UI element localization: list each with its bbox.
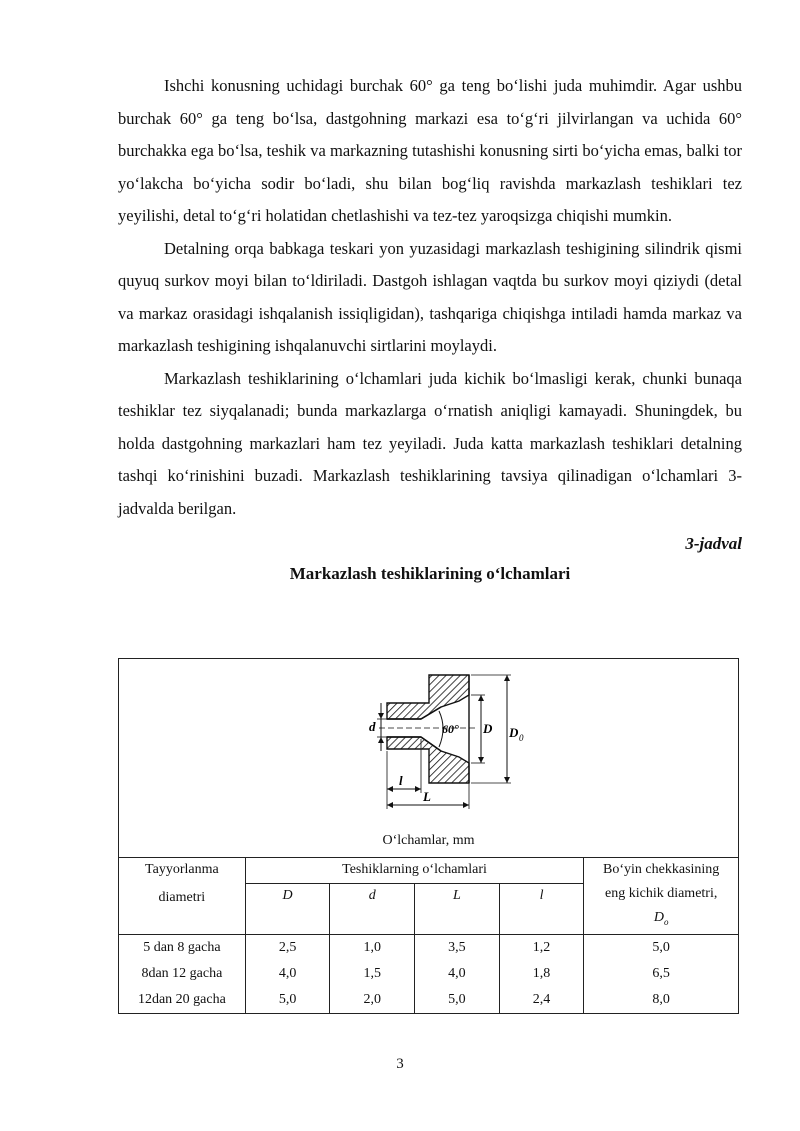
table-row-range: 12dan 20 gacha	[137, 991, 226, 1007]
col-l	[499, 934, 584, 1013]
paragraph-1: Ishchi konusning uchidagi burchak 60° ga teng bo‘lishi juda muhimdir. Agar ushbu burchak 60° ga teng bo‘lsa, dastgohning markazi esa to‘g‘ri jilvirlangan va uchida 60° burchakka ega bo‘lsa, teshik va markazning tutashishi konusning sirti bo‘yicha emas, balki tor yo‘lakcha bo‘yicha sodir bo‘ladi, shu bilan bog‘liq ravishda markazlash teshiklari tez yeyilishi, detal to‘g‘ri holatidan chetlashishi va tez-tez yaroqsizga chiqishi mumkin.	[118, 76, 742, 225]
label-D: D	[483, 721, 493, 736]
header-end-diameter-symbol	[587, 906, 735, 934]
label-l: l	[399, 773, 403, 788]
header-end-diameter-line1: Bo‘yin chekkasining	[603, 862, 720, 877]
header-blank-diameter-line1: Tayyorlanma	[145, 862, 219, 877]
table-cell-D: 2,5	[278, 939, 297, 955]
table-cell-L: 3,5	[448, 939, 466, 955]
table-cell-d: 2,0	[363, 991, 381, 1007]
unit-caption: O‘lchamlar, mm	[382, 833, 475, 848]
col-range	[119, 934, 246, 1013]
table-cell-D: 5,0	[278, 991, 297, 1007]
header-end-diameter-line2: eng kichik diametri,	[605, 886, 718, 901]
table-cell-L: 4,0	[448, 965, 466, 981]
paragraph-3: Markazlash teshiklarining o‘lchamlari juda kichik bo‘lmasligi kerak, chunki bunaqa teshiklar tez siyqalanadi; bunda markazlarga o‘rnatish aniqligi kamayadi. Shuningdek, bu holda dastgohning markazlari ham tez yeyiladi. Juda katta markazlash teshiklari detalning tashqi ko‘rinishini buzadi. Markazlash teshiklarining tavsiya qilinadigan o‘lchamlari 3-jadvalda berilgan.	[118, 368, 742, 518]
table-cell-D0: 6,5	[652, 965, 670, 981]
table-cell-d: 1,5	[363, 965, 381, 981]
table-cell-D0: 8,0	[652, 991, 670, 1007]
page-number: 3	[396, 1056, 404, 1072]
table-cell-d: 1,0	[363, 939, 381, 955]
col-header-L: L	[415, 883, 500, 934]
col-L	[415, 934, 500, 1013]
center-hole-drawing	[369, 667, 529, 817]
table-cell-D0: 5,0	[652, 939, 670, 955]
table-row-range: 5 dan 8 gacha	[143, 939, 221, 955]
dimensions-table	[118, 658, 739, 1014]
table-cell-D: 4,0	[278, 965, 297, 981]
col-header-d: d	[330, 883, 415, 934]
symbol-sub: o	[663, 916, 669, 927]
page-body	[118, 70, 742, 587]
figure-cell	[119, 659, 739, 858]
paragraph-2: Detalning orqa babkaga teskari yon yuzasidagi markazlash teshigining silindrik qismi quyuq surkov moyi bilan to‘ldiriladi. Dastgoh ishlagan vaqtda bu surkov moyi qiziydi (detal va markaz orasidagi ishqalanish issiqligidan), tashqariga chiqishga intiladi hamda markaz va markazlash teshigining ishqalanuvchi sirtlarini moylaydi.	[118, 238, 742, 355]
label-D0: D	[509, 725, 519, 740]
table-cell-l: 1,2	[532, 939, 551, 955]
col-header-D: D	[245, 883, 330, 934]
col-d	[330, 934, 415, 1013]
label-angle: 60°	[442, 722, 459, 736]
label-d: d	[369, 719, 376, 734]
table-cell-L: 5,0	[448, 991, 466, 1007]
label-L: L	[423, 789, 431, 804]
symbol-D: D	[653, 910, 664, 925]
table-number: 3-jadval	[685, 534, 742, 553]
col-D	[245, 934, 330, 1013]
header-end-diameter	[584, 858, 739, 935]
col-header-l: l	[499, 883, 584, 934]
col-D0	[584, 934, 739, 1013]
header-blank-diameter	[119, 858, 246, 935]
header-hole-dimensions: Teshiklarning o‘lchamlari	[245, 858, 584, 884]
table-cell-l: 2,4	[532, 991, 551, 1007]
label-D0-sub: 0	[519, 733, 524, 743]
header-blank-diameter-line2: diametri	[158, 890, 206, 905]
table-cell-l: 1,8	[532, 965, 551, 981]
table-row-range: 8dan 12 gacha	[141, 965, 223, 981]
upper-section-hatch	[387, 675, 469, 719]
table-title: Markazlash teshiklarining o‘lchamlari	[289, 564, 571, 583]
